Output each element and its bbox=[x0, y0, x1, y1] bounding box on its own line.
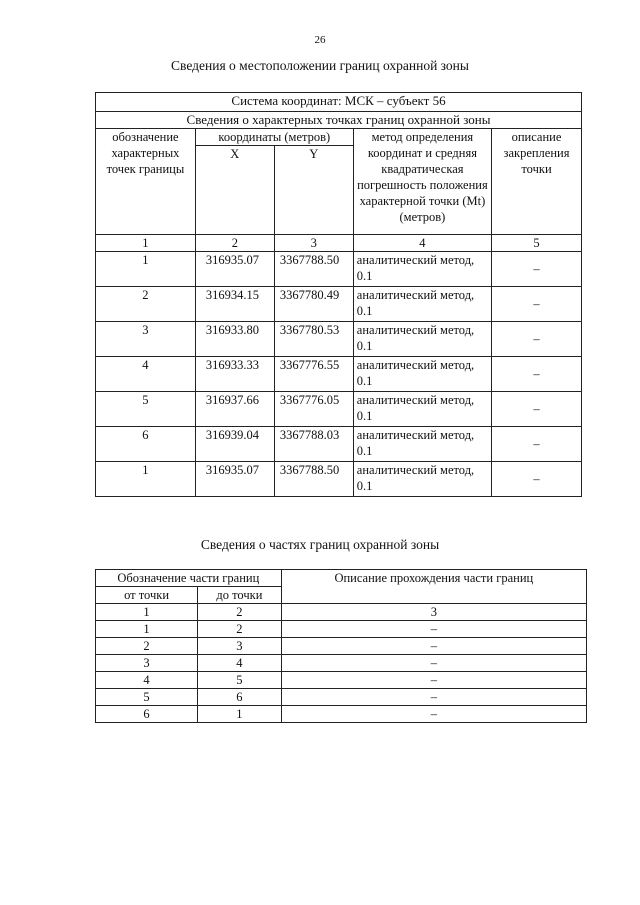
part-description-cell: – bbox=[281, 706, 586, 723]
point-cell: 3 bbox=[96, 322, 196, 357]
column-number: 2 bbox=[195, 235, 274, 252]
y-coordinate-cell: 3367788.50 bbox=[274, 462, 353, 497]
column-number: 1 bbox=[96, 235, 196, 252]
table-row bbox=[96, 462, 582, 497]
header-method: метод определения координат и средняя квадратическая погрешность положения характерной точки (Mt) (метров) bbox=[353, 129, 491, 235]
method-cell: аналитический метод, 0.1 bbox=[353, 287, 491, 322]
y-coordinate-cell: 3367780.49 bbox=[274, 287, 353, 322]
column-number: 3 bbox=[281, 604, 586, 621]
description-cell: – bbox=[492, 322, 582, 357]
header-y: Y bbox=[274, 146, 353, 235]
table-row bbox=[96, 655, 587, 672]
points-header-label: Сведения о характерных точках границ охранной зоны bbox=[96, 112, 582, 129]
from-point-cell: 4 bbox=[96, 672, 198, 689]
to-point-cell: 6 bbox=[198, 689, 282, 706]
header-designation: обозначение характерных точек границы bbox=[96, 129, 196, 235]
x-coordinate-cell: 316939.04 bbox=[195, 427, 274, 462]
boundary-parts-table bbox=[95, 569, 587, 723]
table-row bbox=[96, 672, 587, 689]
section-title-boundaries: Сведения о местоположении границ охранной зоны bbox=[171, 58, 469, 73]
to-point-cell: 3 bbox=[198, 638, 282, 655]
part-description-cell: – bbox=[281, 655, 586, 672]
header-from-point: от точки bbox=[96, 587, 198, 604]
to-point-cell: 4 bbox=[198, 655, 282, 672]
column-number: 2 bbox=[198, 604, 282, 621]
column-number: 1 bbox=[96, 604, 198, 621]
header-x: X bbox=[195, 146, 274, 235]
x-coordinate-cell: 316937.66 bbox=[195, 392, 274, 427]
table-row bbox=[96, 706, 587, 723]
x-coordinate-cell: 316935.07 bbox=[195, 252, 274, 287]
part-description-cell: – bbox=[281, 689, 586, 706]
method-cell: аналитический метод, 0.1 bbox=[353, 322, 491, 357]
part-description-cell: – bbox=[281, 621, 586, 638]
table-row bbox=[96, 322, 582, 357]
y-coordinate-cell: 3367776.55 bbox=[274, 357, 353, 392]
x-coordinate-cell: 316933.80 bbox=[195, 322, 274, 357]
point-cell: 1 bbox=[96, 462, 196, 497]
point-cell: 2 bbox=[96, 287, 196, 322]
x-coordinate-cell: 316934.15 bbox=[195, 287, 274, 322]
method-cell: аналитический метод, 0.1 bbox=[353, 357, 491, 392]
method-cell: аналитический метод, 0.1 bbox=[353, 392, 491, 427]
y-coordinate-cell: 3367780.53 bbox=[274, 322, 353, 357]
column-number: 3 bbox=[274, 235, 353, 252]
description-cell: – bbox=[492, 462, 582, 497]
to-point-cell: 5 bbox=[198, 672, 282, 689]
table-row bbox=[96, 392, 582, 427]
section-title-parts: Сведения о частях границ охранной зоны bbox=[200, 537, 440, 552]
from-point-cell: 3 bbox=[96, 655, 198, 672]
from-point-cell: 1 bbox=[96, 621, 198, 638]
x-coordinate-cell: 316933.33 bbox=[195, 357, 274, 392]
header-coordinates: координаты (метров) bbox=[195, 129, 353, 146]
header-description: описание закрепления точки bbox=[492, 129, 582, 235]
method-cell: аналитический метод, 0.1 bbox=[353, 252, 491, 287]
coordinates-table bbox=[95, 92, 582, 497]
description-cell: – bbox=[492, 287, 582, 322]
table-row bbox=[96, 427, 582, 462]
point-cell: 1 bbox=[96, 252, 196, 287]
table-row bbox=[96, 638, 587, 655]
point-cell: 5 bbox=[96, 392, 196, 427]
to-point-cell: 1 bbox=[198, 706, 282, 723]
x-coordinate-cell: 316935.07 bbox=[195, 462, 274, 497]
part-description-cell: – bbox=[281, 638, 586, 655]
coordinate-system-label: Система координат: МСК – субъект 56 bbox=[96, 93, 582, 112]
page-number: 26 bbox=[314, 34, 326, 46]
description-cell: – bbox=[492, 252, 582, 287]
table-row bbox=[96, 621, 587, 638]
header-to-point: до точки bbox=[198, 587, 282, 604]
part-description-cell: – bbox=[281, 672, 586, 689]
method-cell: аналитический метод, 0.1 bbox=[353, 427, 491, 462]
header-part-description: Описание прохождения части границ bbox=[281, 570, 586, 604]
point-cell: 4 bbox=[96, 357, 196, 392]
table-row bbox=[96, 252, 582, 287]
y-coordinate-cell: 3367788.03 bbox=[274, 427, 353, 462]
column-number: 4 bbox=[353, 235, 491, 252]
method-cell: аналитический метод, 0.1 bbox=[353, 462, 491, 497]
from-point-cell: 6 bbox=[96, 706, 198, 723]
column-number: 5 bbox=[492, 235, 582, 252]
table-row bbox=[96, 287, 582, 322]
header-part-designation: Обозначение части границ bbox=[96, 570, 282, 587]
description-cell: – bbox=[492, 392, 582, 427]
to-point-cell: 2 bbox=[198, 621, 282, 638]
table-row bbox=[96, 689, 587, 706]
from-point-cell: 5 bbox=[96, 689, 198, 706]
point-cell: 6 bbox=[96, 427, 196, 462]
description-cell: – bbox=[492, 427, 582, 462]
description-cell: – bbox=[492, 357, 582, 392]
from-point-cell: 2 bbox=[96, 638, 198, 655]
y-coordinate-cell: 3367788.50 bbox=[274, 252, 353, 287]
table-row bbox=[96, 357, 582, 392]
y-coordinate-cell: 3367776.05 bbox=[274, 392, 353, 427]
